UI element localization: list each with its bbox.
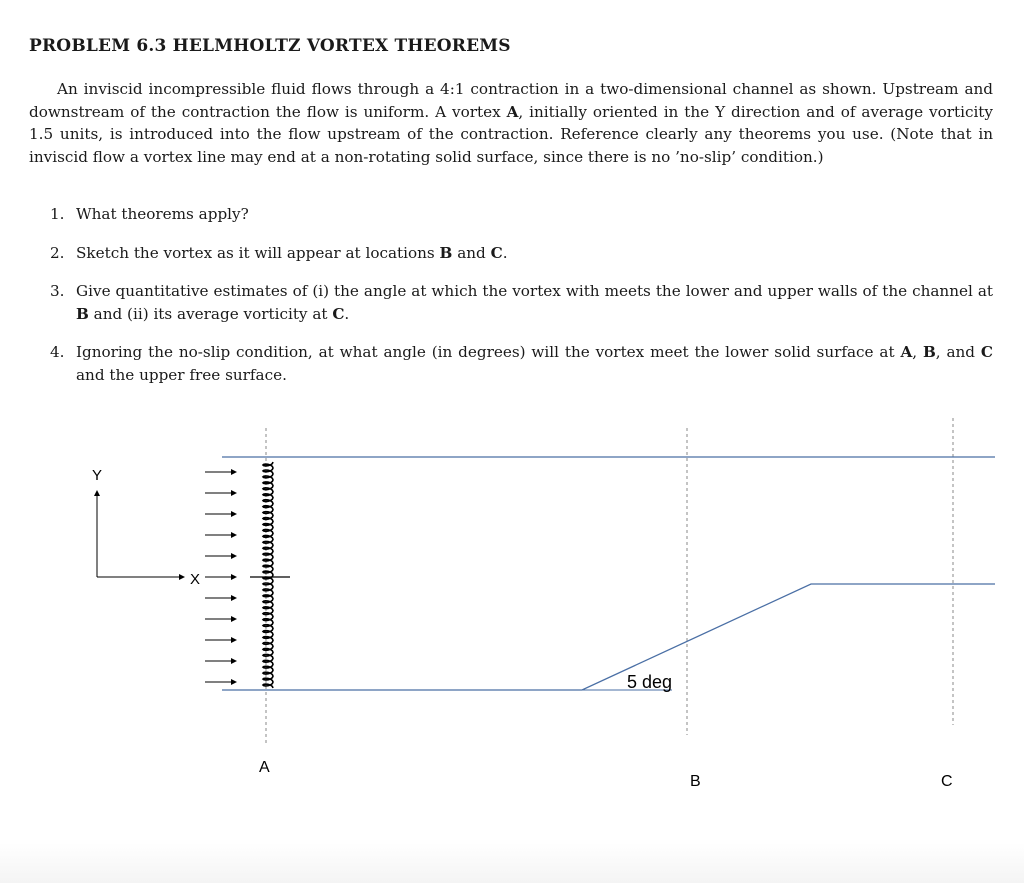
- channel-diagram: [0, 400, 1024, 820]
- question-text: .: [344, 304, 350, 323]
- axes: [92, 467, 200, 588]
- question-item: [50, 203, 993, 226]
- question-bold: C: [980, 343, 993, 361]
- question-text: ,: [912, 343, 923, 361]
- lower-wall: [222, 584, 995, 690]
- question-text: Give quantitative estimates of (i) the angle at which the vortex with meets the lower and upper walls of the channel at: [76, 282, 993, 300]
- intro-vortex-a: A: [506, 102, 519, 121]
- vortex-a: [263, 462, 273, 688]
- problem-title: PROBLEM 6.3 HELMHOLTZ VORTEX THEOREMS: [29, 36, 511, 56]
- problem-intro: [29, 78, 993, 168]
- question-item: [50, 280, 993, 325]
- question-bold: B: [439, 243, 453, 262]
- question-text: Sketch the vortex as it will appear at locations: [76, 243, 440, 262]
- angle-label: 5 deg: [627, 672, 673, 692]
- question-bold: B: [922, 343, 936, 361]
- inflow-arrows: [205, 472, 236, 682]
- question-bold: B: [76, 304, 89, 323]
- question-item: [50, 341, 993, 386]
- location-label-c: C: [941, 773, 953, 790]
- location-label-b: B: [690, 773, 701, 790]
- intro-text-2: , initially oriented in the Y direction and of average vorticity 1.5 units, is introduced into the flow upstream of the contraction. Reference clearly any theorems you use. (Note that in inviscid flow a vortex line may end at a non-rotating solid surface, since there is no ’no-slip’ condition.): [29, 102, 993, 166]
- x-axis-label: X: [190, 571, 201, 588]
- question-number: 2.: [50, 243, 65, 262]
- question-number: 3.: [50, 282, 65, 300]
- question-bold: C: [490, 243, 503, 262]
- question-text: What theorems apply?: [76, 205, 249, 223]
- question-text: and (ii) its average vorticity at: [88, 304, 333, 323]
- question-number: 1.: [50, 205, 65, 223]
- location-label-a: A: [259, 759, 270, 776]
- question-text: and: [452, 243, 491, 262]
- question-bold: C: [332, 304, 345, 323]
- question-text: and the upper free surface.: [76, 365, 287, 384]
- question-text: .: [502, 243, 508, 262]
- question-text: Ignoring the no-slip condition, at what angle (in degrees) will the vortex meet the lower solid surface at: [76, 343, 901, 361]
- question-text: , and: [935, 343, 981, 361]
- question-bold: A: [900, 343, 913, 361]
- question-list: [50, 203, 993, 401]
- question-number: 4.: [50, 343, 65, 361]
- page-edge-shadow: [0, 843, 1024, 883]
- intro-text-1: An inviscid incompressible fluid flows through a 4:1 contraction in a two-dimensional channel as shown. Upstream and downstream of the contraction the flow is uniform. A vortex: [29, 80, 993, 121]
- y-axis-label: Y: [92, 467, 103, 484]
- question-item: [50, 242, 993, 265]
